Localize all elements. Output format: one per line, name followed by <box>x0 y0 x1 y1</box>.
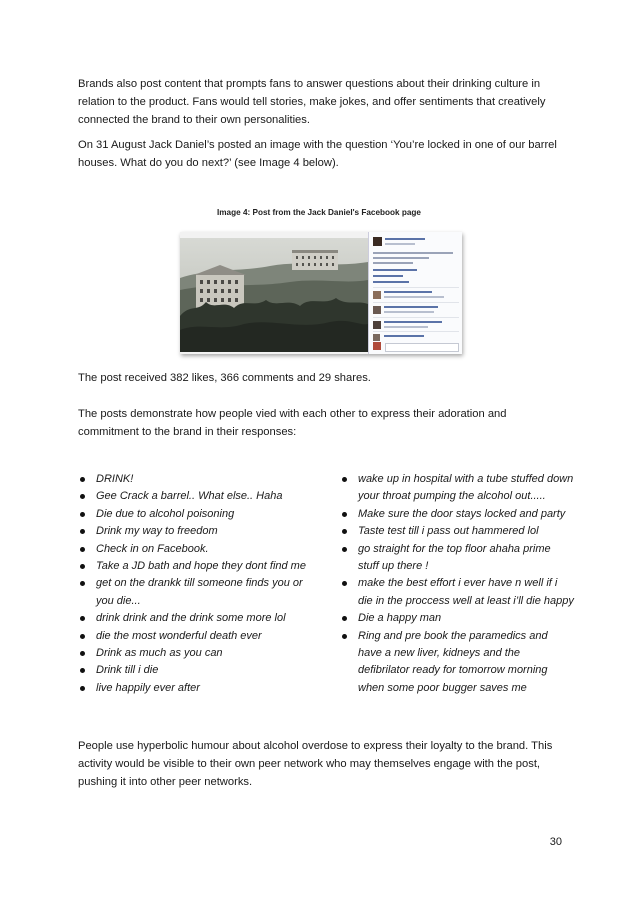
list-item: Die due to alcohol poisoning <box>78 506 308 523</box>
page-number: 30 <box>549 836 562 848</box>
barrel-house-photo <box>180 238 368 352</box>
comment-item <box>373 287 459 302</box>
comment-item <box>373 302 459 317</box>
list-item: make the best effort i ever have n well if i die in the proccess well at least i’ll die happy <box>340 575 574 610</box>
list-item: Ring and pre book the paramedics and have a new liver, kidneys and the defibrilator ready for tomorrow morning when some poor bugger saves me <box>340 628 574 698</box>
list-item: Drink my way to freedom <box>78 523 308 540</box>
paragraph-post-stats: The post received 382 likes, 366 comments and 29 shares. <box>78 372 371 384</box>
list-item: Make sure the door stays locked and party <box>340 506 574 523</box>
paragraph-intro: Brands also post content that prompts fans to answer questions about their drinking culture in relation to the product. Fans would tell stories, make jokes, and offer sentiments that creatively connected the brand to their own personalities. <box>78 78 546 126</box>
list-item: Drink till i die <box>78 662 308 679</box>
paragraph-conclusion: People use hyperbolic humour about alcohol overdose to express their loyalty to the brand. This activity would be visible to their own peer network who may themselves engage with the post, pushing it into other peer networks. <box>78 740 553 788</box>
list-item: Die a happy man <box>340 610 574 627</box>
responses-list-left <box>78 471 308 697</box>
comment-input <box>385 343 459 352</box>
comment-item <box>373 317 459 332</box>
comment-item <box>373 331 459 342</box>
list-item: Gee Crack a barrel.. What else.. Haha <box>78 488 308 505</box>
paragraph-responses-intro: The posts demonstrate how people vied with each other to express their adoration and commitment to the brand in their responses: <box>78 408 507 438</box>
paragraph-post-description: On 31 August Jack Daniel’s posted an image with the question ‘You’re locked in one of our barrel houses. What do you do next?’ (see Image 4 below). <box>78 139 557 169</box>
page-avatar <box>373 237 382 246</box>
list-item: wake up in hospital with a tube stuffed down your throat pumping the alcohol out..... <box>340 471 574 506</box>
list-item: go straight for the top floor ahaha prime stuff up there ! <box>340 541 574 576</box>
list-item: Check in on Facebook. <box>78 541 308 558</box>
list-item: Take a JD bath and hope they dont find me <box>78 558 308 575</box>
responses-list-right <box>340 471 574 697</box>
list-item: drink drink and the drink some more lol <box>78 610 308 627</box>
list-item: Drink as much as you can <box>78 645 308 662</box>
list-item: DRINK! <box>78 471 308 488</box>
facebook-comments-panel <box>368 232 462 354</box>
list-item: Taste test till i pass out hammered lol <box>340 523 574 540</box>
list-item: get on the drankk till someone finds you or you die... <box>78 575 308 610</box>
figure-caption: Image 4: Post from the Jack Daniel's Facebook page <box>217 208 421 217</box>
list-item: live happily ever after <box>78 680 308 697</box>
list-item: die the most wonderful death ever <box>78 628 308 645</box>
facebook-post-image <box>180 232 462 354</box>
